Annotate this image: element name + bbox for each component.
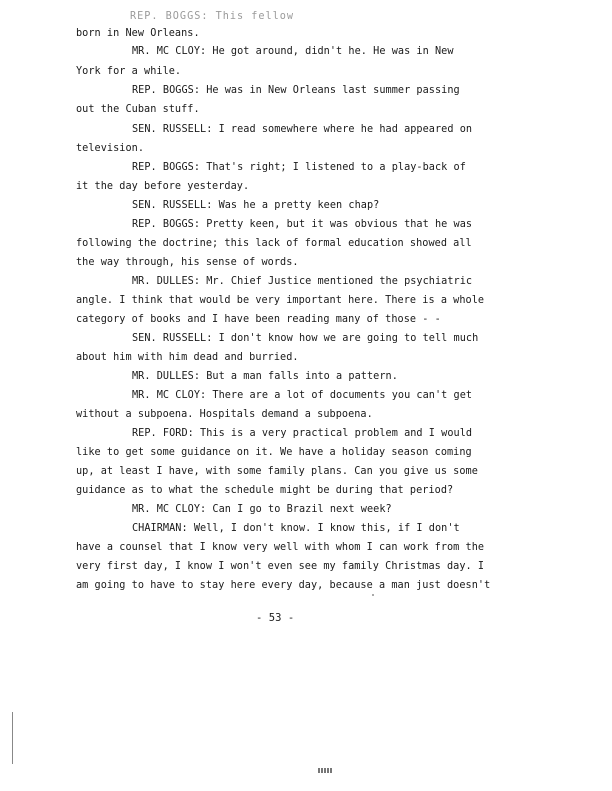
transcript-line: am going to have to stay here every day, because a man just doesn't — [76, 580, 491, 591]
transcript-line: MR. MC CLOY: He got around, didn't he. He was in New — [132, 46, 454, 57]
transcript-line: angle. I think that would be very important here. There is a whole — [76, 295, 485, 306]
transcript-line: guidance as to what the schedule might be during that period? — [76, 485, 454, 496]
scan-stamp-mark — [318, 768, 332, 773]
transcript-line: following the doctrine; this lack of formal education showed all — [76, 238, 472, 249]
transcript-line: the way through, his sense of words. — [76, 257, 299, 268]
transcript-line: very first day, I know I won't even see my family Christmas day. I — [76, 561, 485, 572]
transcript-line: category of books and I have been reading many of those - - — [76, 314, 441, 325]
transcript-line: REP. BOGGS: He was in New Orleans last summer passing — [132, 85, 460, 96]
transcript-line: about him with him dead and burried. — [76, 352, 299, 363]
transcript-line: MR. MC CLOY: Can I go to Brazil next week? — [132, 504, 392, 515]
transcript-line: CHAIRMAN: Well, I don't know. I know this, if I don't — [132, 523, 460, 534]
transcript-line: it the day before yesterday. — [76, 181, 250, 192]
transcript-line: like to get some guidance on it. We have a holiday season coming — [76, 447, 472, 458]
transcript-line: MR. DULLES: But a man falls into a pattern. — [132, 371, 398, 382]
transcript-line: MR. DULLES: Mr. Chief Justice mentioned the psychiatric — [132, 276, 473, 287]
cut-off-header-line: REP. BOGGS: This fellow — [130, 11, 295, 22]
transcript-line: REP. FORD: This is a very practical problem and I would — [132, 428, 473, 439]
transcript-line: REP. BOGGS: Pretty keen, but it was obvious that he was — [132, 219, 473, 230]
transcript-line: without a subpoena. Hospitals demand a subpoena. — [76, 409, 373, 420]
transcript-line: REP. BOGGS: That's right; I listened to a play-back of — [132, 162, 466, 173]
transcript-line: born in New Orleans. — [76, 28, 200, 39]
transcript-line: out the Cuban stuff. — [76, 104, 200, 115]
transcript-line: SEN. RUSSELL: Was he a pretty keen chap? — [132, 200, 380, 211]
transcript-line: MR. MC CLOY: There are a lot of documents you can't get — [132, 390, 473, 401]
transcript-line: York for a while. — [76, 66, 182, 77]
transcript-line: SEN. RUSSELL: I don't know how we are going to tell much — [132, 333, 479, 344]
transcript-line: up, at least I have, with some family plans. Can you give us some — [76, 466, 478, 477]
scan-margin-mark — [12, 712, 13, 764]
transcript-line: have a counsel that I know very well with whom I can work from the — [76, 542, 485, 553]
transcript-line: SEN. RUSSELL: I read somewhere where he had appeared on — [132, 124, 473, 135]
scan-speck — [372, 594, 374, 596]
page-number: - 53 - — [256, 612, 295, 624]
transcript-line: television. — [76, 143, 145, 154]
